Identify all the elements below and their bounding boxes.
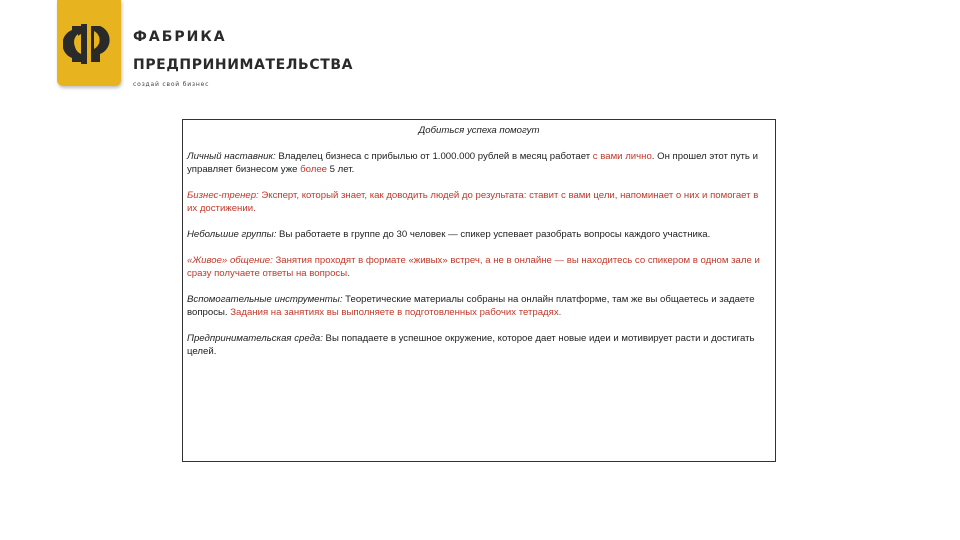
item-label: Бизнес-тренер: — [187, 190, 259, 201]
item-text: Владелец бизнеса с прибылью от 1.000.000 рублей в месяц работает — [275, 151, 591, 162]
brand-tagline: создай свой бизнес — [133, 81, 210, 88]
item-label: Личный наставник: — [187, 151, 276, 162]
item-label: Небольшие группы: — [187, 229, 277, 240]
item-groups — [187, 228, 771, 241]
item-text: . Он прошел этот путь и управляет бизнесом уже — [187, 151, 758, 175]
item-text: Теоретические материалы собраны на онлайн платформе, там же вы общаетесь и задаете вопросы. — [187, 294, 755, 318]
item-label: «Живое» общение: — [187, 255, 273, 266]
content-box — [182, 119, 776, 462]
item-text: Эксперт, который знает, как доводить людей до результата: ставит с вами цели, напоминает о них и помогает в их достижении. — [187, 190, 759, 214]
item-tools — [187, 293, 771, 319]
item-environment — [187, 332, 771, 358]
item-text: Занятия проходят в формате «живых» встреч, а не в онлайне — вы находитесь со спикером в одном зале и сразу получаете ответы на вопросы. — [187, 255, 760, 279]
item-live — [187, 254, 771, 280]
item-label: Предпринимательская среда: — [187, 333, 323, 344]
item-text-highlight: более — [300, 164, 328, 175]
ff-logo-icon — [63, 22, 115, 66]
item-text: Вы попадаете в успешное окружение, которое дает новые идеи и мотивирует расти и достигать целей. — [187, 333, 755, 357]
item-trainer — [187, 189, 771, 215]
logo — [57, 0, 121, 86]
brand-name — [133, 29, 353, 88]
brand-name-line2: ПРЕДПРИНИМАТЕЛЬСТВА — [133, 57, 354, 73]
item-text-highlight: с вами лично — [590, 151, 652, 162]
item-mentor — [187, 150, 771, 176]
item-text: Вы работаете в группе до 30 человек — спикер успевает разобрать вопросы каждого участника. — [276, 229, 711, 240]
brand-name-line1: ФАБРИКА — [133, 29, 227, 45]
item-text-highlight: Задания на занятиях вы выполняете в подготовленных рабочих тетрадях. — [230, 307, 562, 318]
item-label: Вспомогательные инструменты: — [187, 294, 343, 305]
item-text: 5 лет. — [327, 164, 355, 175]
box-title: Добиться успеха помогут — [418, 125, 540, 136]
